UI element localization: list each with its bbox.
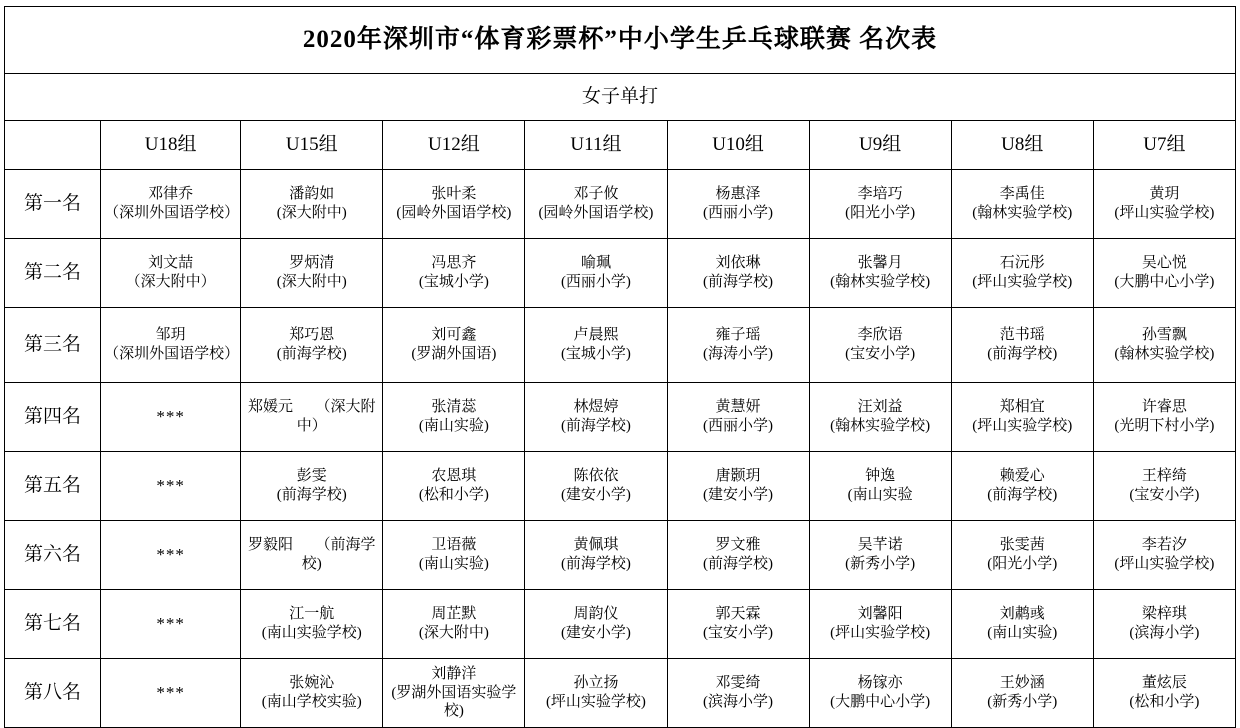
athlete-school: (园岭外国语学校) [396,205,512,221]
athlete-name: 梁梓琪 [1141,606,1187,623]
athlete-school: (南山学校实验) [261,694,362,710]
athlete-name: 张馨月 [857,255,903,272]
result-cell [951,239,1093,308]
athlete-name: 孙雪飘 [1141,327,1187,344]
result-cell [809,308,951,383]
table-row [5,452,1236,521]
athlete-school: (南山实验学校) [261,625,362,641]
athlete-school: (罗湖外国语) [411,346,497,362]
result-cell [101,239,241,308]
result-cell [809,170,951,239]
athlete-school: (坪山实验学校) [545,694,646,710]
athlete-school: (前海学校) [987,346,1058,362]
result-cell [809,590,951,659]
result-cell [951,308,1093,383]
rank-label: 第八名 [5,659,101,728]
athlete-school: (深大附中) [418,625,489,641]
athlete-school: (建安小学) [560,625,631,641]
result-cell [951,521,1093,590]
result-cell [809,659,951,728]
empty-placeholder: *** [156,545,185,565]
athlete-school: (宝安小学) [1129,487,1200,503]
table-row [5,170,1236,239]
athlete-school: (新秀小学) [987,694,1058,710]
athlete-name: 邓雯绮 [715,675,761,692]
group-header-u11: U11组 [525,121,667,170]
athlete-name: 钟逸 [865,468,896,485]
athlete-school: （深大附中） [125,274,216,290]
group-header-u7: U7组 [1093,121,1235,170]
result-cell [951,170,1093,239]
athlete-school: (前海学校) [276,487,347,503]
athlete-name: 刘可鑫 [431,327,477,344]
athlete-name: 罗毅阳 （前海学校) [247,537,376,572]
group-header-u8: U8组 [951,121,1093,170]
athlete-name: 郑相宜 [999,399,1045,416]
table-row [5,590,1236,659]
table-body [5,7,1236,728]
athlete-name: 郑媛元 （深大附中） [247,399,376,434]
result-cell [383,383,525,452]
result-cell [101,308,241,383]
athlete-school: (宝安小学) [703,625,774,641]
title-row [5,7,1236,74]
athlete-school: (阳光小学) [987,556,1058,572]
result-cell [667,521,809,590]
athlete-school: (罗湖外国语实验学校) [391,684,517,720]
athlete-name: 郭天霖 [715,606,761,623]
athlete-school: (西丽小学) [703,418,774,434]
result-cell [525,239,667,308]
athlete-school: (坪山实验学校) [1114,205,1215,221]
event-subtitle: 女子单打 [5,74,1236,121]
athlete-name: 张叶柔 [431,186,477,203]
result-cell [101,452,241,521]
rank-label: 第二名 [5,239,101,308]
athlete-name: 王妙涵 [999,675,1045,692]
athlete-name: 赖爱心 [999,468,1045,485]
athlete-school: (翰林实验学校) [972,205,1073,221]
athlete-school: (建安小学) [560,487,631,503]
result-cell [951,452,1093,521]
athlete-name: 李禹佳 [999,186,1045,203]
athlete-name: 冯思齐 [431,255,477,272]
result-cell [525,590,667,659]
rank-label: 第五名 [5,452,101,521]
ranking-table [4,6,1236,728]
result-cell [667,308,809,383]
athlete-name: 邓子攸 [573,186,619,203]
athlete-name: 张清蕊 [431,399,477,416]
result-cell [1093,659,1235,728]
group-header-u10: U10组 [667,121,809,170]
result-cell [667,383,809,452]
result-cell [667,590,809,659]
athlete-school: (深大附中) [276,274,347,290]
athlete-name: 彭雯 [296,468,327,485]
athlete-name: 董炫辰 [1141,675,1187,692]
athlete-name: 石沅彤 [999,255,1045,272]
empty-placeholder: *** [156,476,185,496]
athlete-school: (西丽小学) [703,205,774,221]
athlete-school: (坪山实验学校) [972,274,1073,290]
athlete-school: (前海学校) [703,274,774,290]
result-cell [951,383,1093,452]
table-row [5,383,1236,452]
athlete-name: 潘韵如 [289,186,335,203]
result-cell [667,170,809,239]
result-cell [101,659,241,728]
result-cell [525,659,667,728]
empty-placeholder: *** [156,407,185,427]
result-cell [241,659,383,728]
athlete-school: (坪山实验学校) [972,418,1073,434]
athlete-name: 许睿思 [1141,399,1187,416]
result-cell [809,521,951,590]
athlete-name: 邓律乔 [148,186,194,203]
athlete-school: (阳光小学) [845,205,916,221]
athlete-school: (园岭外国语学校) [538,205,654,221]
athlete-name: 卫语薇 [431,537,477,554]
athlete-name: 农恩琪 [431,468,477,485]
athlete-name: 李培巧 [857,186,903,203]
athlete-name: 孙立扬 [573,675,619,692]
result-cell [667,659,809,728]
athlete-school: (新秀小学) [845,556,916,572]
athlete-school: (光明下村小学) [1114,418,1215,434]
athlete-name: 刘馨阳 [857,606,903,623]
result-cell [101,383,241,452]
athlete-school: (深大附中) [276,205,347,221]
athlete-school: (滨海小学) [1129,625,1200,641]
athlete-school: (南山实验) [418,418,489,434]
group-header-u15: U15组 [241,121,383,170]
result-cell [809,383,951,452]
athlete-school: (海涛小学) [703,346,774,362]
athlete-name: 黄佩琪 [573,537,619,554]
result-cell [525,308,667,383]
result-cell [383,239,525,308]
athlete-school: (大鹏中心小学) [830,694,931,710]
athlete-school: (南山实验 [847,487,913,503]
athlete-name: 黄玥 [1149,186,1180,203]
athlete-name: 张婉沁 [289,675,335,692]
athlete-school: (前海学校) [987,487,1058,503]
group-header-u12: U12组 [383,121,525,170]
row-label-header [5,121,101,170]
athlete-school: (翰林实验学校) [830,274,931,290]
result-cell [241,308,383,383]
athlete-name: 郑巧恩 [289,327,335,344]
result-cell [809,452,951,521]
table-row [5,239,1236,308]
athlete-name: 林煜婷 [573,399,619,416]
result-cell [667,452,809,521]
document-title: 2020年深圳市“体育彩票杯”中小学生乒乓球联赛 名次表 [5,7,1236,74]
athlete-school: (坪山实验学校) [830,625,931,641]
rank-label: 第六名 [5,521,101,590]
result-cell [383,521,525,590]
athlete-school: (松和小学) [418,487,489,503]
rank-label: 第四名 [5,383,101,452]
athlete-name: 汪刘益 [857,399,903,416]
athlete-name: 刘静洋 [431,665,477,682]
athlete-name: 黄慧妍 [715,399,761,416]
athlete-name: 吴芊诺 [857,537,903,554]
result-cell [525,170,667,239]
athlete-name: 李欣语 [857,327,903,344]
result-cell [525,521,667,590]
result-cell [525,452,667,521]
result-cell [1093,521,1235,590]
rank-label: 第一名 [5,170,101,239]
athlete-name: 喻珮 [580,255,611,272]
athlete-school: (翰林实验学校) [1114,346,1215,362]
athlete-name: 刘鹔彧 [999,606,1045,623]
result-cell [241,521,383,590]
athlete-name: 范书瑶 [999,327,1045,344]
result-cell [951,590,1093,659]
result-cell [241,452,383,521]
result-cell [241,383,383,452]
table-row [5,308,1236,383]
result-cell [241,590,383,659]
empty-placeholder: *** [156,614,185,634]
athlete-name: 罗炳清 [289,255,335,272]
athlete-name: 刘文喆 [148,255,194,272]
athlete-name: 张雯茜 [999,537,1045,554]
result-cell [383,170,525,239]
subtitle-row [5,74,1236,121]
empty-placeholder: *** [156,683,185,703]
athlete-school: (大鹏中心小学) [1114,274,1215,290]
result-cell [383,308,525,383]
athlete-name: 刘依琳 [715,255,761,272]
athlete-name: 李若汐 [1141,537,1187,554]
athlete-school: (前海学校) [560,418,631,434]
athlete-school: (南山实验) [987,625,1058,641]
result-cell [383,452,525,521]
athlete-name: 唐颢玥 [715,468,761,485]
athlete-name: 杨镓亦 [857,675,903,692]
athlete-name: 杨惠泽 [715,186,761,203]
table-row [5,521,1236,590]
result-cell [1093,452,1235,521]
athlete-school: （深圳外国语学校） [104,346,240,362]
result-cell [667,239,809,308]
athlete-name: 陈依依 [573,468,619,485]
group-header-u9: U9组 [809,121,951,170]
result-cell [101,170,241,239]
group-header-row [5,121,1236,170]
athlete-name: 周芷默 [431,606,477,623]
athlete-school: (宝安小学) [845,346,916,362]
result-cell [101,590,241,659]
result-cell [951,659,1093,728]
athlete-school: (松和小学) [1129,694,1200,710]
result-cell [1093,239,1235,308]
athlete-name: 邹玥 [155,327,186,344]
result-cell [101,521,241,590]
rank-label: 第七名 [5,590,101,659]
result-cell [241,170,383,239]
athlete-school: (建安小学) [703,487,774,503]
result-cell [383,659,525,728]
athlete-school: (西丽小学) [560,274,631,290]
athlete-school: (前海学校) [703,556,774,572]
result-cell [1093,308,1235,383]
athlete-school: (翰林实验学校) [830,418,931,434]
athlete-school: (南山实验) [418,556,489,572]
result-cell [1093,383,1235,452]
athlete-school: (宝城小学) [560,346,631,362]
athlete-name: 周韵仪 [573,606,619,623]
athlete-name: 卢晨熙 [573,327,619,344]
athlete-school: (滨海小学) [703,694,774,710]
athlete-name: 雍子瑶 [715,327,761,344]
athlete-school: （深圳外国语学校） [104,205,240,221]
result-cell [383,590,525,659]
rank-label: 第三名 [5,308,101,383]
athlete-name: 罗文雅 [715,537,761,554]
result-cell [809,239,951,308]
result-cell [1093,590,1235,659]
result-cell [1093,170,1235,239]
result-cell [525,383,667,452]
athlete-school: (前海学校) [276,346,347,362]
athlete-school: (坪山实验学校) [1114,556,1215,572]
athlete-name: 王梓绮 [1141,468,1187,485]
athlete-school: (宝城小学) [418,274,489,290]
athlete-name: 江一航 [289,606,335,623]
group-header-u18: U18组 [101,121,241,170]
result-cell [241,239,383,308]
athlete-school: (前海学校) [560,556,631,572]
table-row [5,659,1236,728]
athlete-name: 吴心悦 [1141,255,1187,272]
